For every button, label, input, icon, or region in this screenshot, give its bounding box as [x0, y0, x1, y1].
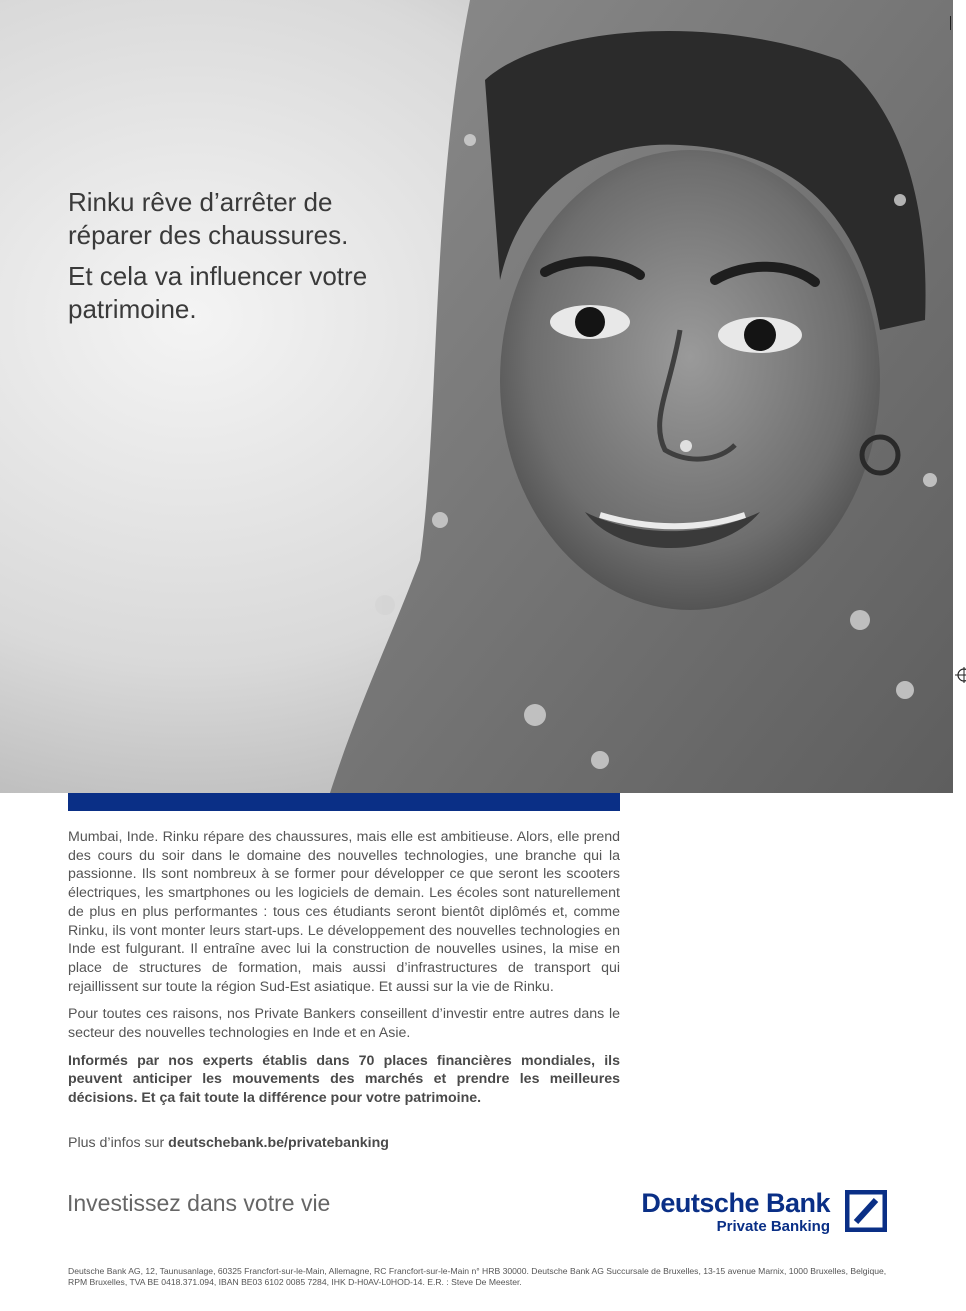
body-paragraph-2: Pour toutes ces raisons, nos Private Bankers conseillent d’investir entre autres dans le secteur des nouvelles technologies en Inde et en Asie.: [68, 1006, 620, 1042]
body-copy: [68, 828, 620, 1117]
brand-block: [641, 1188, 830, 1236]
more-info-prefix: Plus d’infos sur: [68, 1135, 169, 1151]
registration-mark-icon: [955, 665, 966, 685]
deutsche-bank-logo-icon: [845, 1190, 887, 1232]
more-info-line: [68, 1135, 389, 1151]
body-paragraph-1: Mumbai, Inde. Rinku répare des chaussures, mais elle est ambitieuse. Alors, elle prend des cours du soir dans le domaine des nouvelles technologies, une branche qui la passionne. Ils sont nombreux à se former pour développer ce que seront les scooters électriques, les smartphones ou les logiciels de demain. Les écoles sont naturellement de plus en plus performantes : tous ces étudiants seront bientôt diplômés et, comme Rinku, ils vont monter leurs start-ups. Le développement des nouvelles technologies en Inde est fulgurant. Il entraîne avec lui la construction de nouvelles usines, la mise en place de structures de formation, mais aussi d’infrastructures de transport qui rejaillissent sur toute la région Sud-Est asiatique. Et aussi sur la vie de Rinku.: [68, 829, 620, 995]
slogan: Investissez dans votre vie: [67, 1190, 331, 1216]
body-paragraph-3: Informés par nos experts établis dans 70 places financières mondiales, ils peuvent anticiper les mouvements des marchés et prendre les meilleures décisions. Et ça fait toute la différence pour votre patrimoine.: [68, 1052, 620, 1107]
headline-line-2: Et cela va influencer votre patrimoine.: [68, 261, 368, 324]
brand-name: Deutsche Bank: [641, 1188, 830, 1218]
headline-line-1: Rinku rêve d’arrêter de réparer des chaussures.: [68, 187, 349, 250]
brand-division: Private Banking: [716, 1218, 830, 1235]
more-info-link[interactable]: deutschebank.be/privatebanking: [168, 1135, 389, 1151]
crop-mark: [950, 16, 951, 30]
headline: [68, 186, 388, 334]
blue-accent-bar: [68, 793, 620, 811]
legal-notice: Deutsche Bank AG, 12, Taunusanlage, 60325 Francfort-sur-le-Main, Allemagne, RC Francfort-sur-le-Main n° HRB 30000. Deutsche Bank AG Succursale de Bruxelles, 13-15 avenue Marnix, 1000 Bruxelles, Belgique, RPM Bruxelles, TVA BE 0418.371.094, IBAN BE03 6102 0085 7284, IHK D-H0AV-L0HOD-14. E.R. : Steve De Meester.: [68, 1266, 887, 1287]
